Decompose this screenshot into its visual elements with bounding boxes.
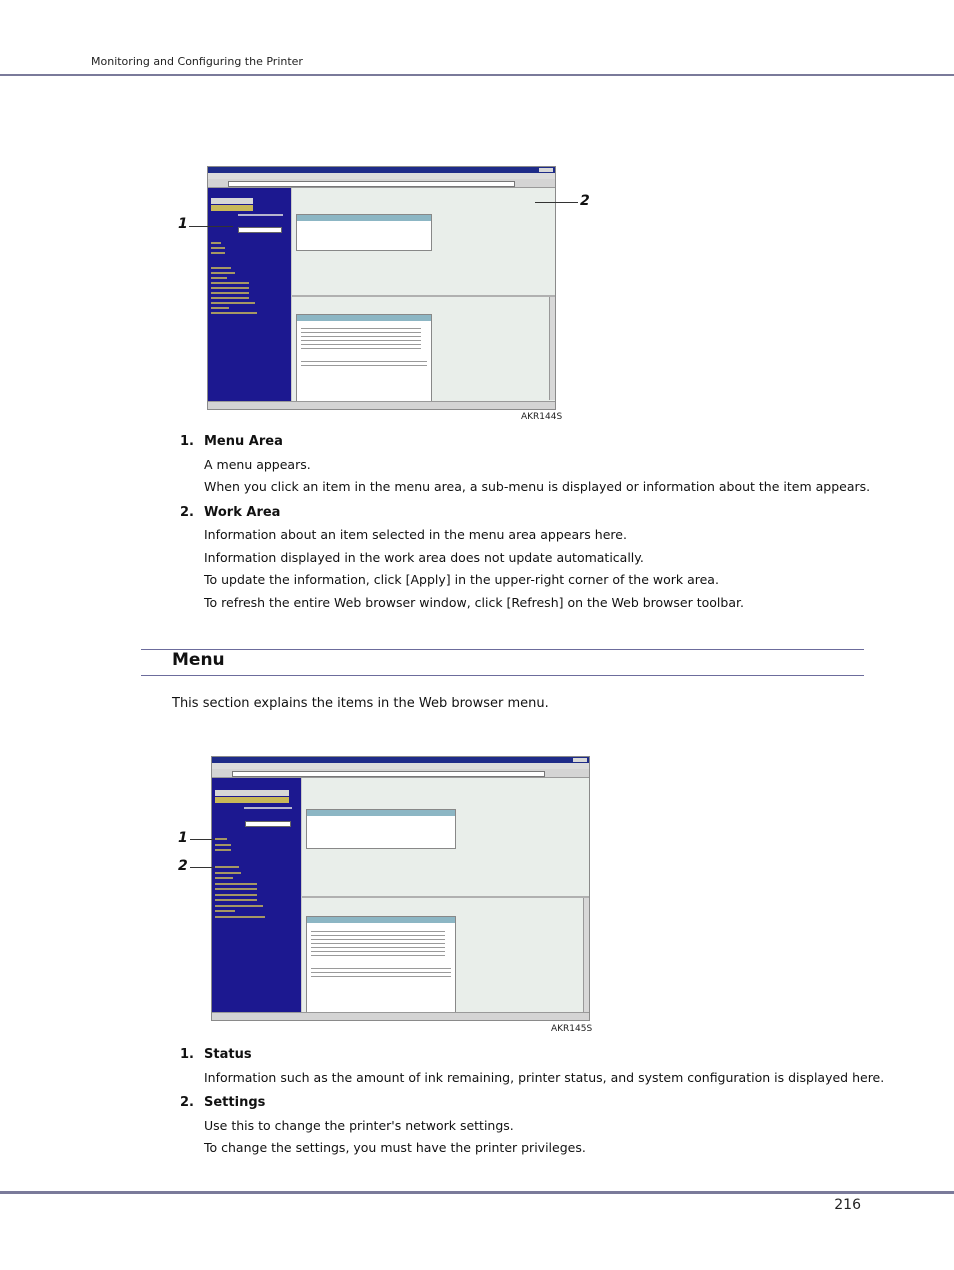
list1-item1-para2: When you click an item in the menu area, a sub-menu is displayed or information about the item appears.	[204, 479, 871, 494]
list2-item2-para1: Use this to change the printer's network settings.	[204, 1118, 514, 1133]
section-rule-top	[141, 649, 864, 650]
list1-item1-title: Menu Area	[204, 434, 283, 449]
figure-2-code: AKR145S	[551, 1024, 593, 1034]
list2-item1-title: Status	[204, 1047, 252, 1062]
list2-item1-num: 1.	[180, 1047, 194, 1062]
figure-1-callout-1-leader	[189, 226, 233, 227]
work-area	[292, 188, 555, 402]
section-title: Menu	[172, 650, 225, 670]
list2-item2-para2: To change the settings, you must have the printer privileges.	[204, 1140, 586, 1155]
figure-1-screenshot	[207, 166, 556, 410]
work-area	[302, 778, 589, 1013]
figure-2-callout-1-leader	[190, 839, 214, 840]
status-bar	[212, 1012, 589, 1020]
status-bar	[208, 401, 555, 409]
list1-item2-num: 2.	[180, 505, 194, 520]
section-rule-bottom	[141, 675, 864, 676]
list1-item1-para1: A menu appears.	[204, 457, 311, 472]
figure-2-callout-2: 2	[178, 858, 188, 874]
list1-item2-title: Work Area	[204, 505, 281, 520]
header-rule	[0, 74, 954, 76]
address-bar	[208, 179, 555, 188]
section-intro: This section explains the items in the Web browser menu.	[172, 696, 549, 711]
list1-item1-num: 1.	[180, 434, 194, 449]
figure-1-callout-2: 2	[580, 193, 590, 209]
list2-item2-title: Settings	[204, 1095, 266, 1110]
list1-item2-para3: To update the information, click [Apply] in the upper-right corner of the work area.	[204, 572, 719, 587]
list1-item2-para4: To refresh the entire Web browser window, click [Refresh] on the Web browser toolbar.	[204, 595, 744, 610]
footer-rule	[0, 1191, 954, 1194]
list2-item2-num: 2.	[180, 1095, 194, 1110]
figure-2-screenshot	[211, 756, 590, 1021]
figure-1-callout-2-leader	[535, 202, 578, 203]
figure-1-callout-1: 1	[178, 216, 188, 232]
running-header: Monitoring and Configuring the Printer	[91, 55, 303, 68]
figure-2-callout-2-leader	[190, 867, 214, 868]
figure-1-code: AKR144S	[521, 412, 563, 422]
menu-area	[208, 188, 291, 402]
list1-item2-para2: Information displayed in the work area does not update automatically.	[204, 550, 644, 565]
list1-item2-para1: Information about an item selected in the menu area appears here.	[204, 527, 627, 542]
figure-2-callout-1: 1	[178, 830, 188, 846]
address-bar	[212, 769, 589, 778]
list2-item1-para1: Information such as the amount of ink remaining, printer status, and system configuration is displayed here.	[204, 1070, 885, 1085]
menu-area	[212, 778, 301, 1013]
page-number: 216	[834, 1197, 861, 1213]
